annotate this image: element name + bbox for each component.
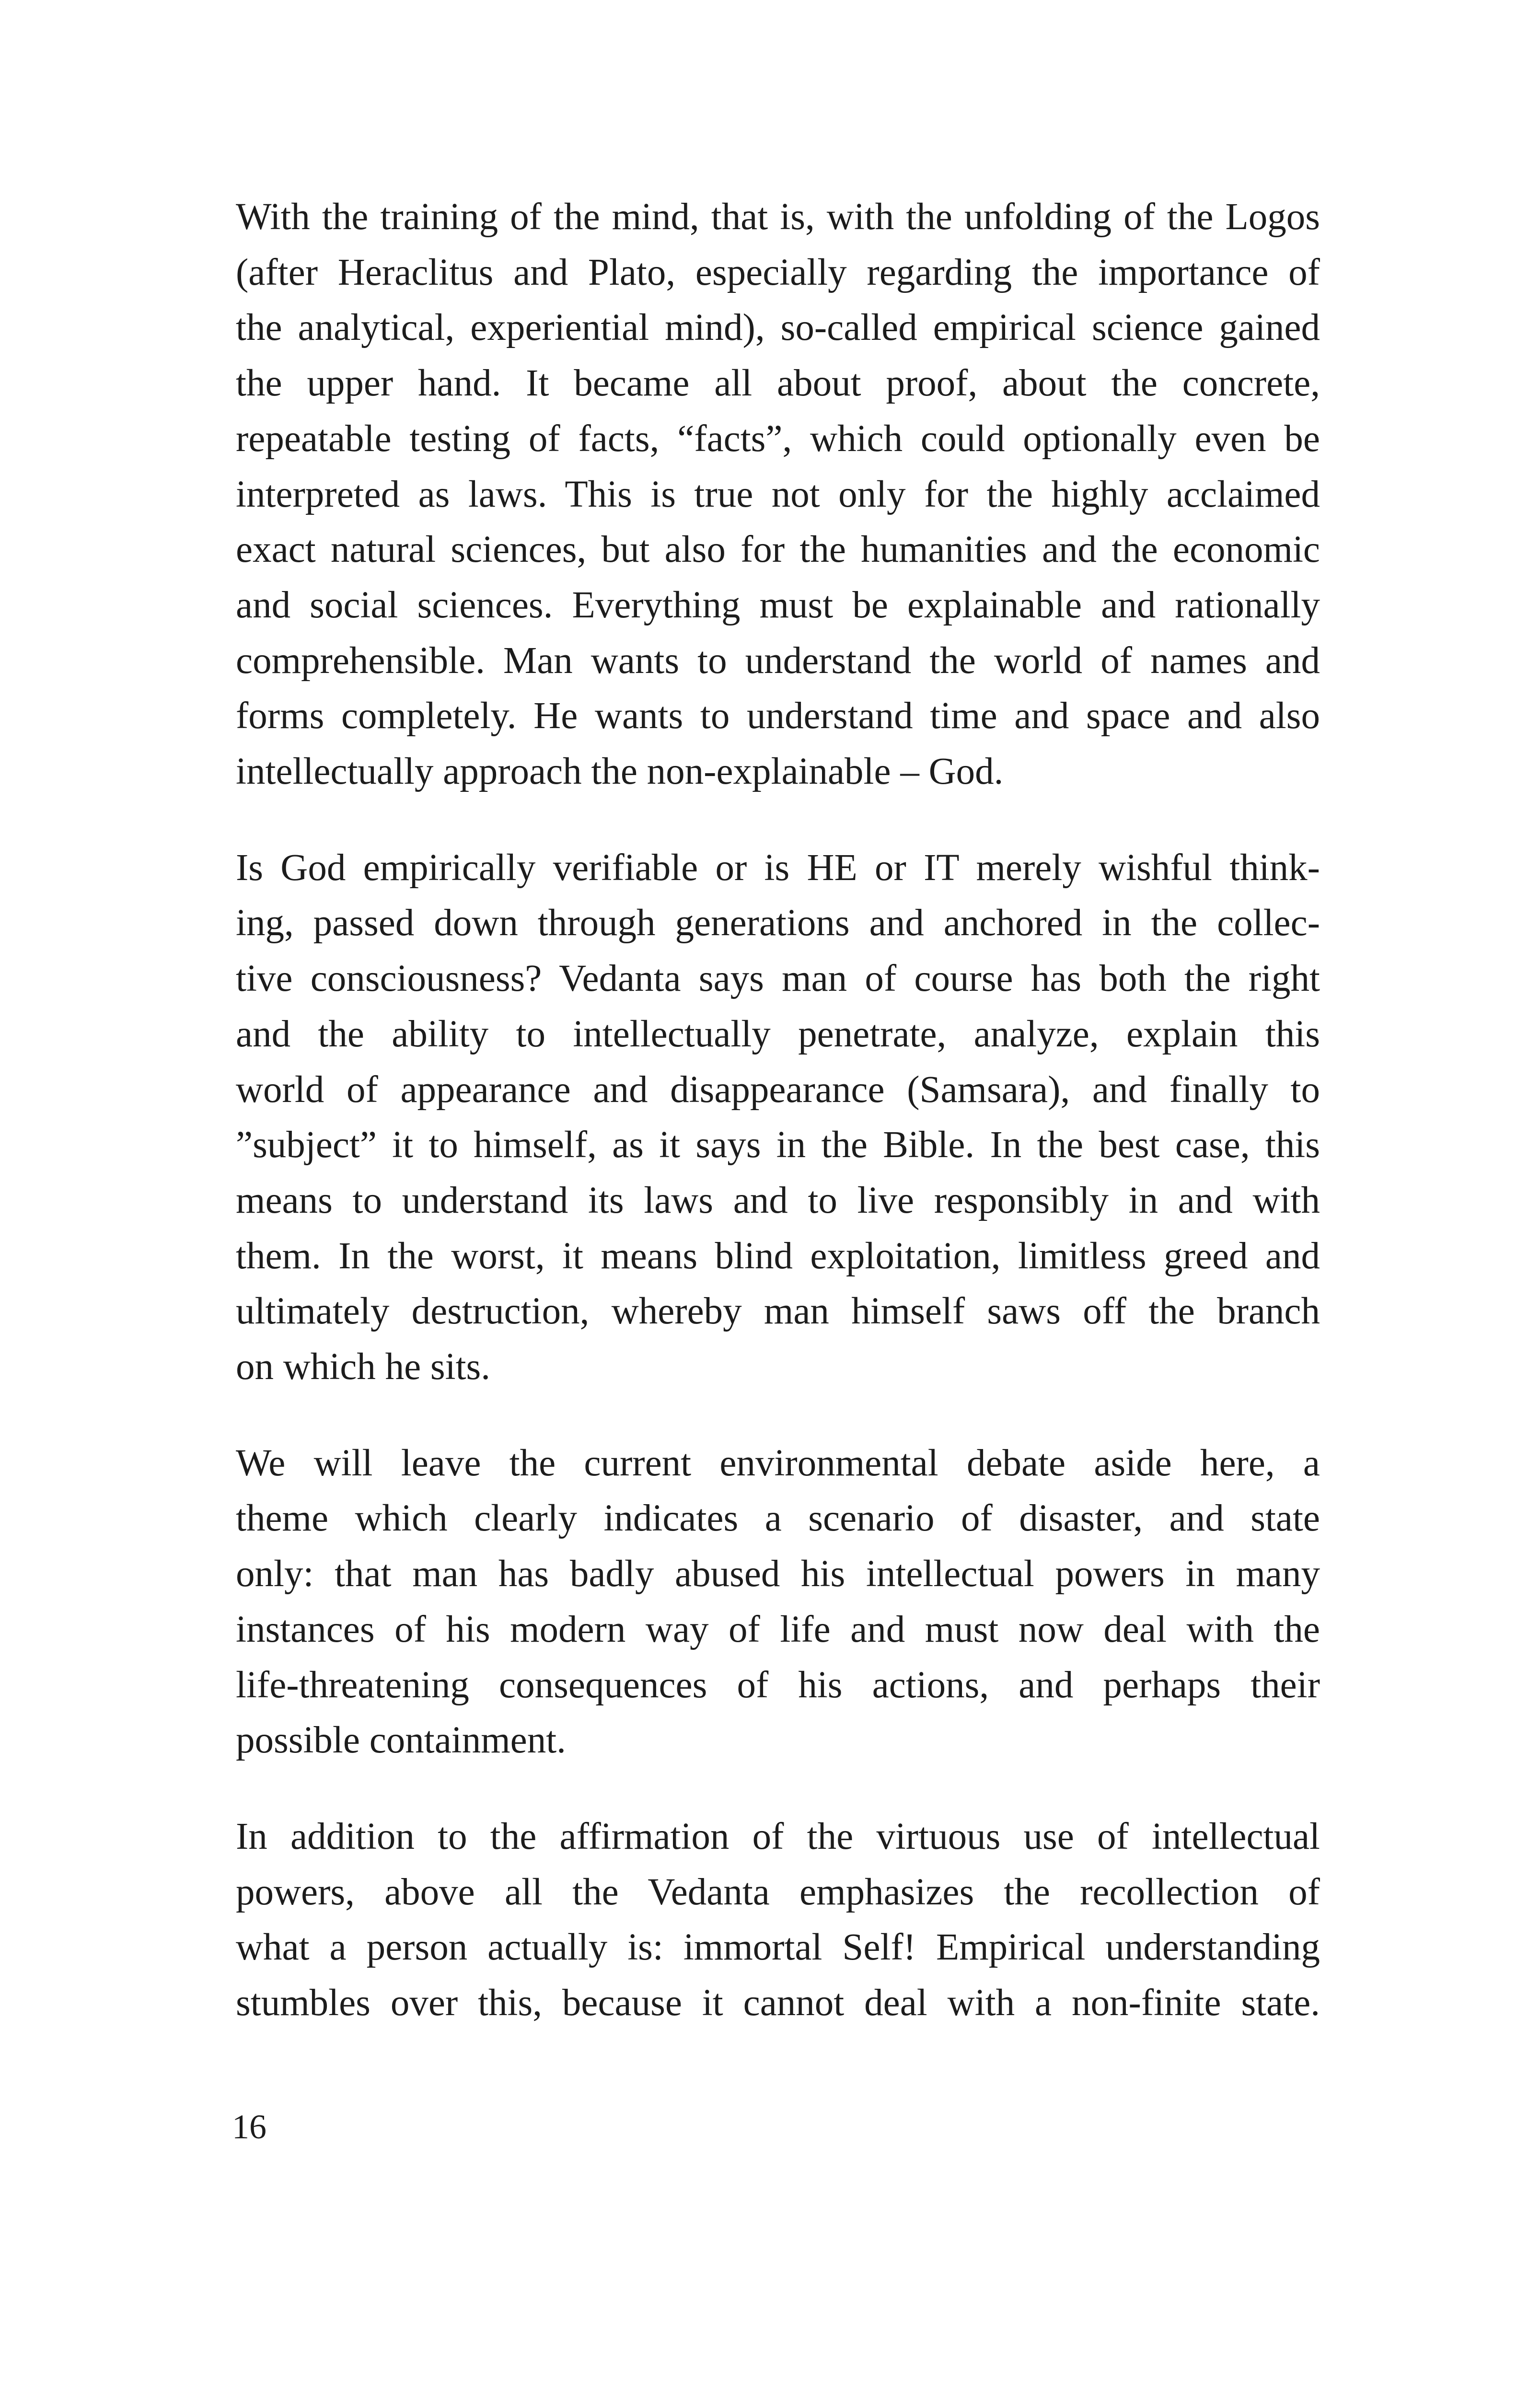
- text-line: ing, passed down through generations and anchored in the collec-: [236, 902, 1320, 944]
- text-line: forms completely. He wants to understand time and space and also: [236, 695, 1320, 737]
- text-line: tive consciousness? Vedanta says man of course has both the right: [236, 958, 1320, 1000]
- page-number: 16: [232, 2108, 266, 2146]
- text-line: In addition to the affirmation of the virtuous use of intellectual: [236, 1815, 1320, 1857]
- text-line: exact natural sciences, but also for the humanities and the economic: [236, 529, 1320, 571]
- text-line: comprehensible. Man wants to understand the world of names and: [236, 639, 1320, 682]
- text-line: intellectually approach the non-explainable – God.: [236, 751, 1004, 793]
- text-line: theme which clearly indicates a scenario of disaster, and state: [236, 1497, 1320, 1540]
- text-line: Is God empirically verifiable or is HE or IT merely wishful think-: [236, 847, 1320, 889]
- paragraph: [236, 840, 1320, 1395]
- text-line: life-threatening consequences of his actions, and perhaps their: [236, 1664, 1320, 1706]
- text-line: the analytical, experiential mind), so-called empirical science gained: [236, 307, 1320, 349]
- paragraph: [236, 189, 1320, 800]
- text-line: possible containment.: [236, 1719, 566, 1762]
- text-line: instances of his modern way of life and must now deal with the: [236, 1608, 1320, 1650]
- text-line: ultimately destruction, whereby man himself saws off the branch: [236, 1290, 1320, 1333]
- text-line: With the training of the mind, that is, with the unfolding of the Logos: [236, 196, 1320, 238]
- text-line: (after Heraclitus and Plato, especially regarding the importance of: [236, 251, 1320, 293]
- paragraph: [236, 1809, 1320, 2031]
- text-line: world of appearance and disappearance (Samsara), and finally to: [236, 1068, 1320, 1111]
- text-line: powers, above all the Vedanta emphasizes the recollection of: [236, 1871, 1320, 1913]
- text-line: repeatable testing of facts, “facts”, which could optionally even be: [236, 417, 1320, 460]
- text-line: We will leave the current environmental debate aside here, a: [236, 1442, 1320, 1484]
- text-line: what a person actually is: immortal Self! Empirical understanding: [236, 1926, 1320, 1969]
- text-line: interpreted as laws. This is true not only for the highly acclaimed: [236, 473, 1320, 515]
- text-line: the upper hand. It became all about proof, about the concrete,: [236, 362, 1320, 405]
- text-line: them. In the worst, it means blind exploitation, limitless greed and: [236, 1235, 1320, 1277]
- paragraph: [236, 1436, 1320, 1768]
- body-text: [236, 189, 1320, 2072]
- text-line: means to understand its laws and to live responsibly in and with: [236, 1179, 1320, 1221]
- text-line: only: that man has badly abused his intellectual powers in many: [236, 1553, 1320, 1595]
- text-line: on which he sits.: [236, 1346, 491, 1388]
- text-line: ”subject” it to himself, as it says in the Bible. In the best case, this: [236, 1124, 1320, 1166]
- text-line: and the ability to intellectually penetrate, analyze, explain this: [236, 1013, 1320, 1055]
- text-line: stumbles over this, because it cannot deal with a non-finite state.: [236, 1982, 1320, 2024]
- text-line: and social sciences. Everything must be explainable and rationally: [236, 584, 1320, 626]
